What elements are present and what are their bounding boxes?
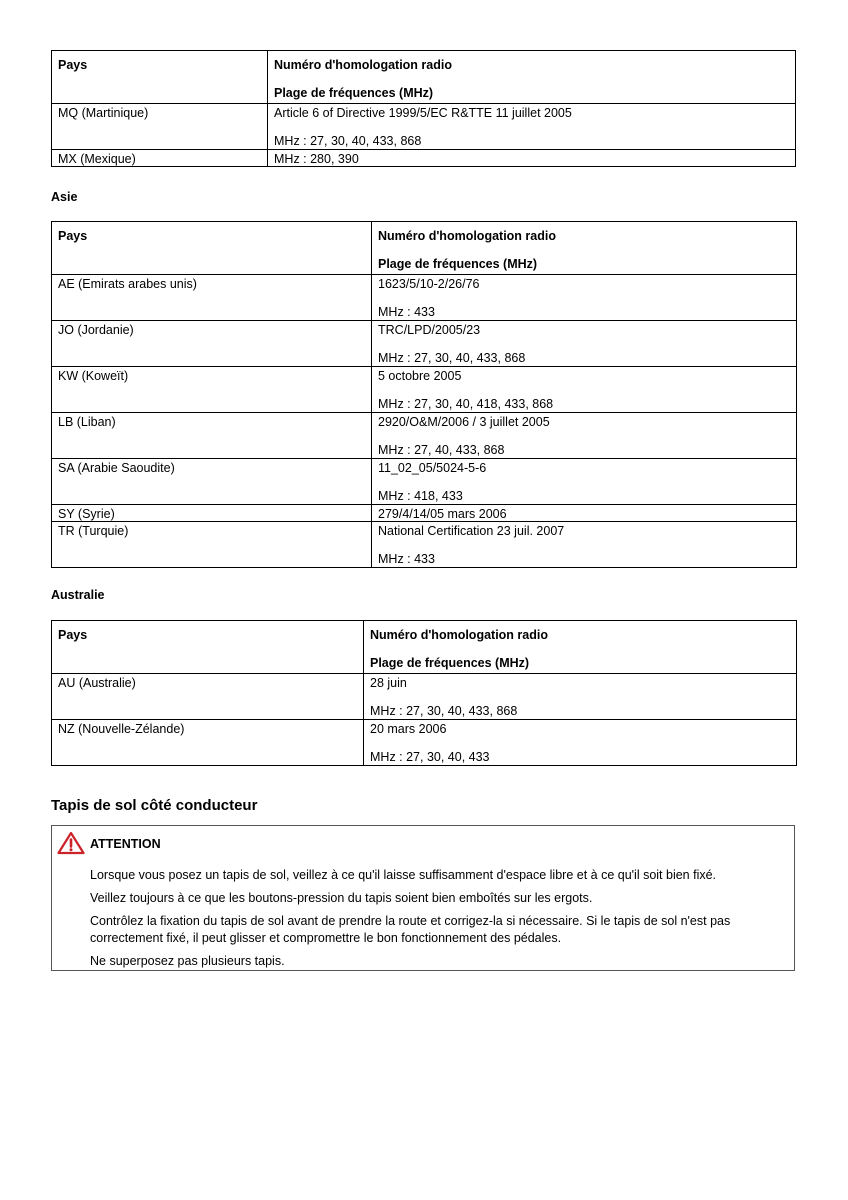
table-header-row bbox=[52, 222, 797, 275]
country-cell: NZ (Nouvelle-Zélande) bbox=[52, 720, 364, 766]
header-approval bbox=[268, 51, 796, 104]
frequency-list: MHz : 27, 30, 40, 433, 868 bbox=[378, 351, 526, 365]
warning-triangle-icon bbox=[57, 831, 85, 858]
approval-table-americas bbox=[51, 50, 796, 167]
table-row bbox=[52, 459, 797, 505]
table-row bbox=[52, 275, 797, 321]
approval-cell bbox=[372, 275, 797, 321]
header-approval-number: Numéro d'homologation radio bbox=[370, 628, 548, 642]
country-cell: SY (Syrie) bbox=[52, 505, 372, 522]
approval-cell bbox=[364, 720, 797, 766]
frequency-list: MHz : 27, 30, 40, 433, 868 bbox=[274, 134, 422, 148]
frequency-list: MHz : 27, 30, 40, 433 bbox=[370, 750, 490, 764]
approval-number: Article 6 of Directive 1999/5/EC R&TTE 11 juillet 2005 bbox=[274, 106, 572, 120]
header-approval-number: Numéro d'homologation radio bbox=[274, 58, 452, 72]
header-country: Pays bbox=[52, 222, 372, 275]
approval-cell bbox=[372, 505, 797, 522]
country-cell: SA (Arabie Saoudite) bbox=[52, 459, 372, 505]
warning-heading: ATTENTION bbox=[90, 837, 161, 851]
approval-cell bbox=[372, 321, 797, 367]
section-title-floor-mats: Tapis de sol côté conducteur bbox=[51, 797, 258, 814]
approval-number: MHz : 280, 390 bbox=[274, 152, 359, 166]
approval-cell bbox=[268, 104, 796, 150]
frequency-list: MHz : 27, 30, 40, 418, 433, 868 bbox=[378, 397, 554, 411]
country-cell: AE (Emirats arabes unis) bbox=[52, 275, 372, 321]
warning-paragraph: Ne superposez pas plusieurs tapis. bbox=[90, 954, 285, 968]
approval-number: 28 juin bbox=[370, 676, 407, 690]
frequency-list: MHz : 433 bbox=[378, 305, 435, 319]
approval-number: 279/4/14/05 mars 2006 bbox=[378, 507, 507, 521]
approval-number: 5 octobre 2005 bbox=[378, 369, 462, 383]
warning-paragraph: Lorsque vous posez un tapis de sol, veillez à ce qu'il laisse suffisamment d'espace libre et à ce qu'il soit bien fixé. bbox=[90, 868, 717, 882]
header-frequency-range: Plage de fréquences (MHz) bbox=[370, 656, 530, 670]
warning-paragraph: Contrôlez la fixation du tapis de sol avant de prendre la route et corrigez-la si nécessaire. Si le tapis de sol n'est pas correctement fixé, il peut glisser et compromettre le bon fonctionnement des pédales. bbox=[90, 914, 731, 945]
header-frequency-range: Plage de fréquences (MHz) bbox=[378, 257, 538, 271]
header-country: Pays bbox=[52, 51, 268, 104]
table-row bbox=[52, 150, 796, 167]
table-row bbox=[52, 720, 797, 766]
approval-cell bbox=[268, 150, 796, 167]
frequency-list: MHz : 27, 40, 433, 868 bbox=[378, 443, 505, 457]
country-cell: LB (Liban) bbox=[52, 413, 372, 459]
warning-box bbox=[51, 825, 795, 971]
country-cell: TR (Turquie) bbox=[52, 522, 372, 568]
approval-cell bbox=[372, 367, 797, 413]
approval-cell bbox=[372, 522, 797, 568]
table-row bbox=[52, 505, 797, 522]
approval-number: National Certification 23 juil. 2007 bbox=[378, 524, 565, 538]
warning-paragraph: Veillez toujours à ce que les boutons-pression du tapis soient bien emboîtés sur les ergots. bbox=[90, 891, 593, 905]
warning-text bbox=[90, 867, 782, 976]
header-frequency-range: Plage de fréquences (MHz) bbox=[274, 86, 434, 100]
approval-cell bbox=[372, 413, 797, 459]
table-row bbox=[52, 104, 796, 150]
section-title-asia: Asie bbox=[51, 190, 78, 204]
frequency-list: MHz : 418, 433 bbox=[378, 489, 463, 503]
table-row bbox=[52, 321, 797, 367]
approval-table-australia bbox=[51, 620, 797, 766]
approval-number: 20 mars 2006 bbox=[370, 722, 447, 736]
table-row bbox=[52, 367, 797, 413]
table-row bbox=[52, 674, 797, 720]
header-country: Pays bbox=[52, 621, 364, 674]
approval-table-asia bbox=[51, 221, 797, 568]
approval-cell bbox=[364, 674, 797, 720]
approval-number: 2920/O&M/2006 / 3 juillet 2005 bbox=[378, 415, 550, 429]
approval-number: 11_02_05/5024-5-6 bbox=[378, 461, 487, 475]
frequency-list: MHz : 27, 30, 40, 433, 868 bbox=[370, 704, 518, 718]
header-approval bbox=[364, 621, 797, 674]
approval-cell bbox=[372, 459, 797, 505]
country-cell: JO (Jordanie) bbox=[52, 321, 372, 367]
header-approval-number: Numéro d'homologation radio bbox=[378, 229, 556, 243]
section-title-australia: Australie bbox=[51, 588, 105, 602]
country-cell: AU (Australie) bbox=[52, 674, 364, 720]
table-header-row bbox=[52, 621, 797, 674]
table-row bbox=[52, 522, 797, 568]
approval-number: 1623/5/10-2/26/76 bbox=[378, 277, 480, 291]
table-header-row bbox=[52, 51, 796, 104]
approval-number: TRC/LPD/2005/23 bbox=[378, 323, 481, 337]
country-cell: KW (Koweït) bbox=[52, 367, 372, 413]
country-cell: MX (Mexique) bbox=[52, 150, 268, 167]
table-row bbox=[52, 413, 797, 459]
frequency-list: MHz : 433 bbox=[378, 552, 435, 566]
country-cell: MQ (Martinique) bbox=[52, 104, 268, 150]
header-approval bbox=[372, 222, 797, 275]
